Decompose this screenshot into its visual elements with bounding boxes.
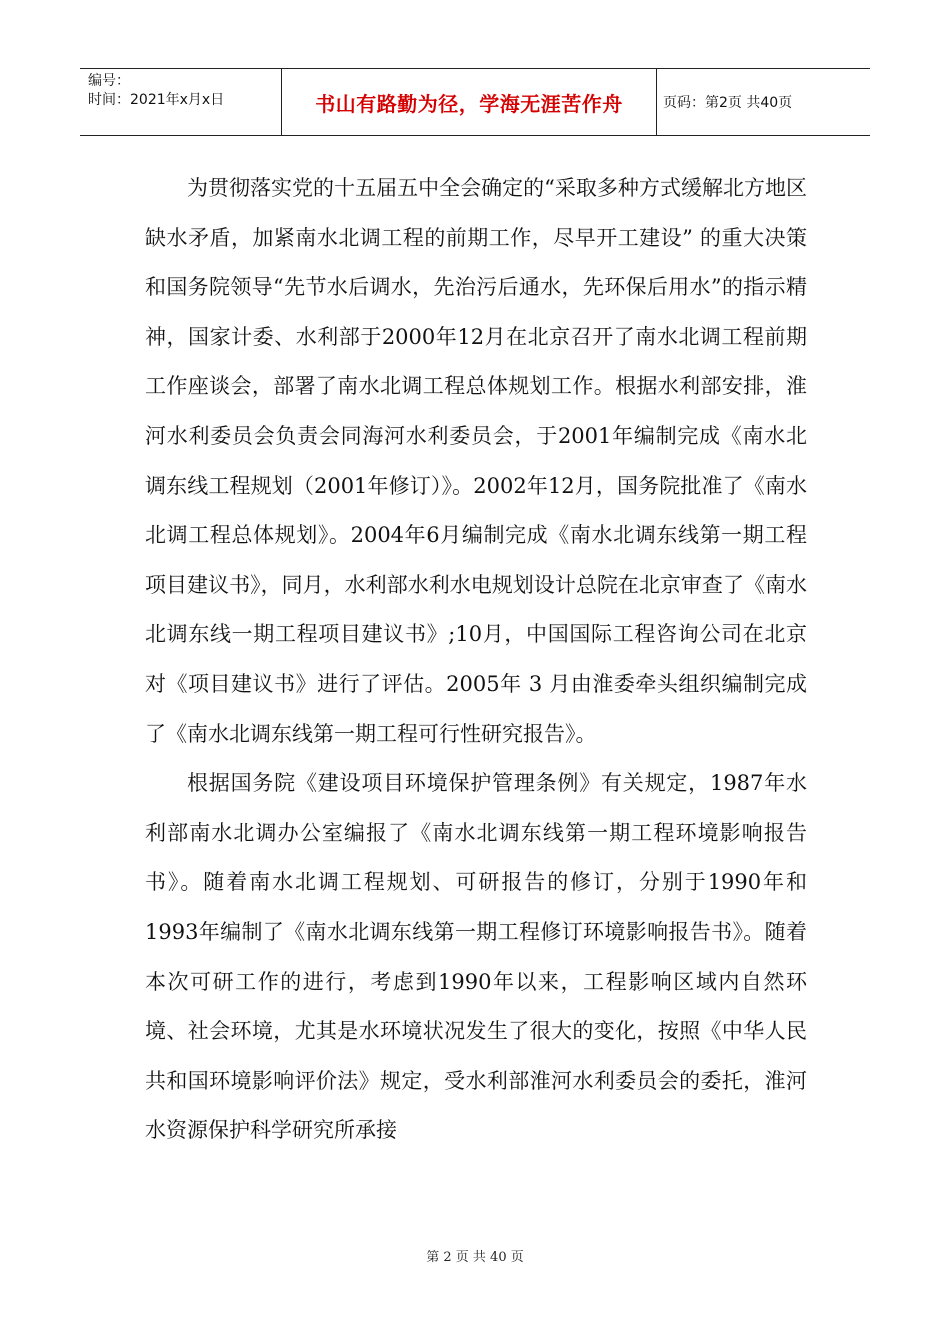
document-header — [80, 68, 870, 136]
header-motto-cell — [282, 69, 657, 135]
page-footer — [0, 1246, 950, 1265]
header-motto: 书山有路勤为径，学海无涯苦作舟 — [315, 91, 623, 116]
document-date-label: 时间：2021年x月x日 — [88, 92, 225, 108]
paragraph: 为贯彻落实党的十五届五中全会确定的“采取多种方式缓解北方地区缺水矛盾，加紧南水北调工程的前期工作，尽早开工建设” 的重大决策和国务院领导“先节水后调水，先治污后通水，先环保后用水”的指示精神，国家计委、水利部于2000年12月在北京召开了南水北调工程前期工作座谈会，部署了南水北调工程总体规划工作。根据水利部安排，淮河水利委员会负责会同海河水利委员会，于2001年编制完成《南水北调东线工程规划（2001年修订）》。2002年12月，国务院批准了《南水北调工程总体规划》。2004年6月编制完成《南水北调东线第一期工程项目建议书》，同月，水利部水利水电规划设计总院在北京审查了《南水北调东线一期工程项目建议书》;10月，中国国际工程咨询公司在北京对《项目建议书》进行了评估。2005年 3 月由淮委牵头组织编制完成了《南水北调东线第一期工程可行性研究报告》。 — [145, 176, 807, 746]
paragraph: 根据国务院《建设项目环境保护管理条例》有关规定，1987年水利部南水北调办公室编报了《南水北调东线第一期工程环境影响报告书》。随着南水北调工程规划、可研报告的修订，分别于1990年和1993年编制了《南水北调东线第一期工程修订环境影响报告书》。随着本次可研工作的进行，考虑到1990年以来，工程影响区域内自然环境、社会环境，尤其是水环境状况发生了很大的变化，按照《中华人民共和国环境影响评价法》规定，受水利部淮河水利委员会的委托，淮河水资源保护科学研究所承接 — [145, 771, 807, 1143]
header-page-cell — [657, 69, 870, 135]
document-number-label: 编号： — [88, 73, 130, 89]
document-body — [145, 164, 807, 1156]
footer-page-number: 第 2 页 共 40 页 — [426, 1250, 524, 1265]
header-page-number: 页码：第2页 共40页 — [663, 95, 793, 111]
header-meta-cell — [80, 69, 282, 135]
